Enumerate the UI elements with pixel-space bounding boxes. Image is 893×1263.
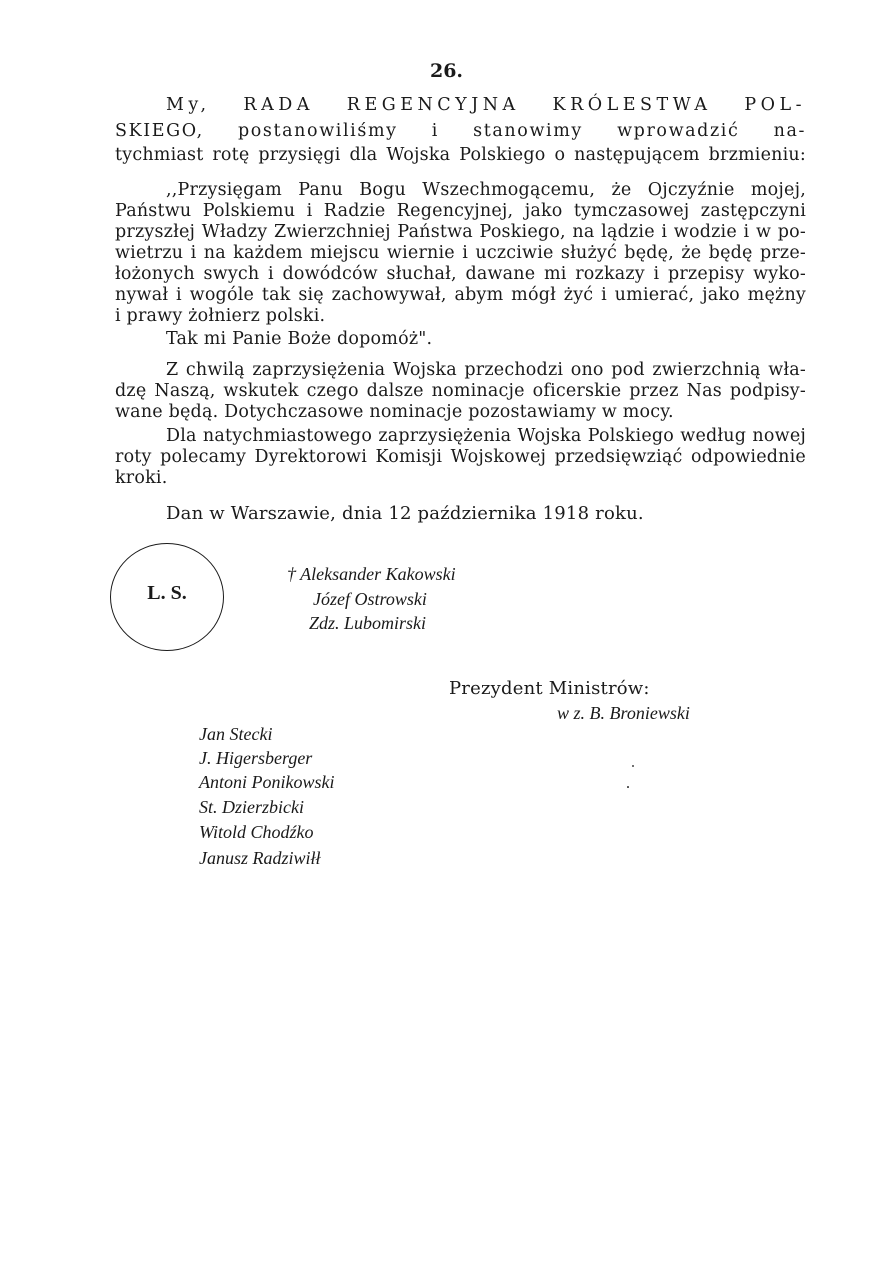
signature-kakowski: † Aleksander Kakowski [287,564,456,584]
signature-ponikowski: Antoni Ponikowski [199,772,335,792]
president-signature: w z. B. Broniewski [557,703,690,723]
seal-circle [110,543,224,651]
paragraph-2-line-1: ,,Przysięgam Panu Bogu Wszechmogącemu, że Ojczyźnie mojej, [166,180,806,200]
paragraph-4-line-1: Z chwilą zaprzysiężenia Wojska przechodzi ono pod zwierzchnią wła- [166,360,806,380]
paragraph-3: Tak mi Panie Boże dopomóż". [166,329,433,349]
signature-dzierzbicki: St. Dzierzbicki [199,797,304,817]
seal-label: L. S. [147,582,187,604]
paragraph-2-line-3: przyszłej Władzy Zwierzchniej Państwa Poskiego, na lądzie i wodzie i w po- [115,222,806,242]
date-line: Dan w Warszawie, dnia 12 października 1918 roku. [166,503,644,524]
paragraph-2-line-6: nywał i wogóle tak się zachowywał, abym mógł żyć i umierać, jako mężny [115,285,806,305]
signature-radziwill: Janusz Radziwiłł [199,848,321,868]
paragraph-1-line-1: My, RADA REGENCYJNA KRÓLESTWA POL- [166,95,806,115]
paragraph-2-line-5: łożonych swych i dowódców słuchał, dawane mi rozkazy i przepisy wyko- [115,264,806,284]
signature-chodzko: Witold Chodźko [199,822,314,842]
paragraph-4-line-2: dzę Naszą, wskutek czego dalsze nominacje oficerskie przez Nas podpisy- [115,381,806,401]
signature-higersberger: J. Higersberger [199,748,313,768]
paragraph-2-line-2: Państwu Polskiemu i Radzie Regencyjnej, jako tymczasowej zastępczyni [115,201,806,221]
paragraph-1-line-2: SKIEGO, postanowiliśmy i stanowimy wprowadzić na- [115,121,806,141]
paragraph-5-line-2: roty polecamy Dyrektorowi Komisji Wojskowej przedsięwziąć odpowiednie [115,447,806,467]
paragraph-2-line-7: i prawy żołnierz polski. [115,306,326,326]
signature-ostrowski: Józef Ostrowski [313,589,427,609]
page-number: 26. [429,60,464,82]
paragraph-1-line-3: tychmiast rotę przysięgi dla Wojska Polskiego o następującem brzmieniu: [115,145,806,165]
signature-stecki: Jan Stecki [199,724,273,744]
paragraph-4-line-3: wane będą. Dotychczasowe nominacje pozostawiamy w mocy. [115,402,674,422]
paragraph-2-line-4: wietrzu i na każdem miejscu wiernie i uczciwie służyć będę, że będę prze- [115,243,806,263]
ink-speck [632,765,634,767]
president-title: Prezydent Ministrów: [449,678,650,699]
signature-lubomirski: Zdz. Lubomirski [309,613,427,633]
ink-speck [627,786,629,788]
paragraph-5-line-1: Dla natychmiastowego zaprzysiężenia Wojska Polskiego według nowej [166,426,806,446]
paragraph-5-line-3: kroki. [115,468,168,488]
